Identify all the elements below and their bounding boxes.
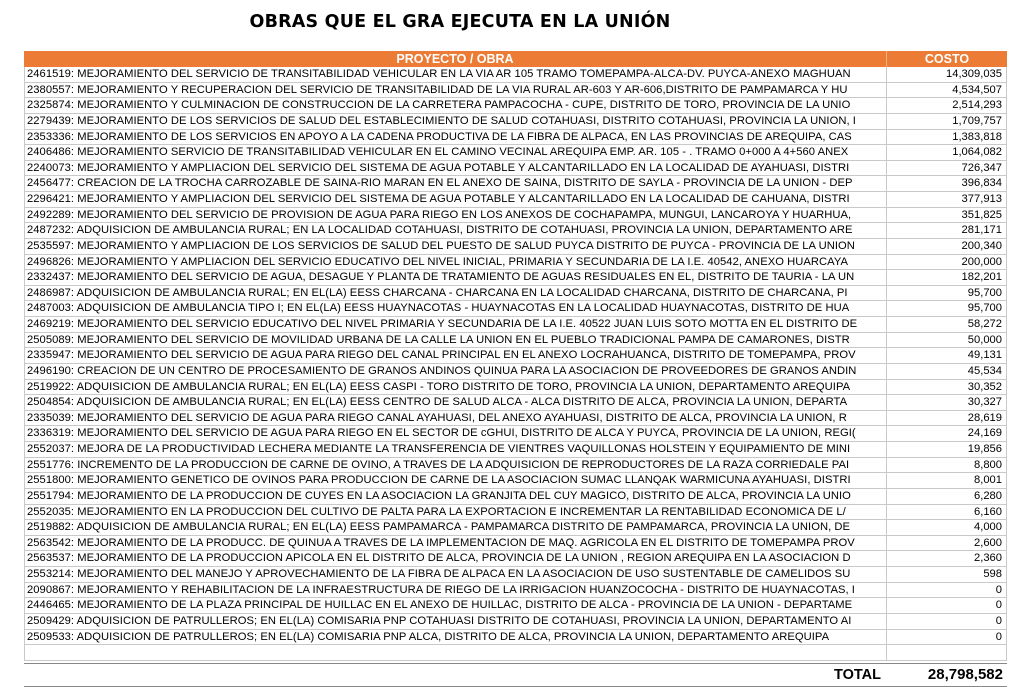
- table-row: [25, 380, 1006, 396]
- project-cell: 2487003: ADQUISICION DE AMBULANCIA TIPO I; EN EL(LA) EESS HUAYNACOTAS - HUAYNACOTAS EN LA LOCALIDAD HUAYNACOTAS, DISTRITO DE HUA: [25, 301, 887, 316]
- page-title: OBRAS QUE EL GRA EJECUTA EN LA UNIÓN: [249, 12, 671, 32]
- cost-cell: 351,825: [961, 208, 1002, 221]
- table-row: [25, 223, 1006, 239]
- project-cell: 2519922: ADQUISICION DE AMBULANCIA RURAL; EN EL(LA) EESS CASPI - TORO DISTRITO DE TORO, PROVINCIA LA UNION, DEPARTAMENTO AREQUIPA: [25, 380, 887, 395]
- project-cell: 2505089: MEJORAMIENTO DEL SERVICIO DE MOVILIDAD URBANA DE LA CALLE LA UNION EN EL PUEBLO TRADICIONAL PAMPA DE CAMARONES, DISTR: [25, 333, 887, 348]
- cost-cell: 28,619: [967, 411, 1002, 424]
- table-row: [25, 286, 1006, 302]
- cost-cell: 2,360: [974, 552, 1002, 565]
- project-cell: 2380557: MEJORAMIENTO Y RECUPERACION DEL SERVICIO DE TRANSITABILIDAD DE LA VIA RURAL AR-603 Y AR-606,DISTRITO DE PAMPAMARCA Y HU: [25, 83, 887, 98]
- cost-cell: 8,800: [974, 458, 1002, 471]
- cost-cell: 1,064,082: [952, 146, 1002, 159]
- project-cell: 2504854: ADQUISICION DE AMBULANCIA RURAL; EN EL(LA) EESS CENTRO DE SALUD ALCA - ALCA DISTRITO DE ALCA, PROVINCIA LA UNION, DEPARTA: [25, 395, 887, 410]
- table-row: [25, 130, 1006, 146]
- table-row: [25, 395, 1006, 411]
- cost-cell: 0: [995, 630, 1002, 643]
- table-row: [25, 614, 1006, 630]
- table-row: [25, 489, 1006, 505]
- project-cell: 2563537: MEJORAMIENTO DE LA PRODUCCION APICOLA EN EL DISTRITO DE ALCA, PROVINCIA DE LA UNION , REGION AREQUIPA EN LA ASOCIACION D: [25, 551, 887, 566]
- cost-cell: 6,280: [974, 489, 1002, 502]
- table-row: [25, 239, 1006, 255]
- project-cell: 2563542: MEJORAMIENTO DE LA PRODUCC. DE QUINUA A TRAVES DE LA IMPLEMENTACION DE MAQ. AGRICOLA EN EL DISTRITO DE TOMEPAMPA PROV: [25, 536, 887, 551]
- project-cell: 2446465: MEJORAMIENTO DE LA PLAZA PRINCIPAL DE HUILLAC EN EL ANEXO DE HUILLAC, DISTRITO DE ALCA - PROVINCIA DE LA UNION - DEPARTAME: [25, 598, 887, 613]
- project-cell: 2487232: ADQUISICION DE AMBULANCIA RURAL; EN LA LOCALIDAD COTAHUASI, DISTRITO DE COTAHUASI, PROVINCIA LA UNION, DEPARTAMENTO ARE: [25, 223, 887, 238]
- project-cell: 2456477: CREACION DE LA TROCHA CARROZABLE DE SAINA-RIO MARAN EN EL ANEXO DE SAINA, DISTRITO DE SAYLA - PROVINCIA DE LA UNION - DEP: [25, 176, 887, 191]
- table-row: [25, 317, 1006, 333]
- table-row: [25, 551, 1006, 567]
- cost-cell: 396,834: [961, 177, 1002, 190]
- table-row: [25, 598, 1006, 614]
- table-row: [25, 536, 1006, 552]
- cost-cell: 0: [995, 583, 1002, 596]
- project-cell: 2090867: MEJORAMIENTO Y REHABILITACION DE LA INFRAESTRUCTURA DE RIEGO DE LA IRRIGACION HUANZOCOCHA - DISTRITO DE HUAYNACOTAS, I: [25, 583, 887, 598]
- cost-cell: 50,000: [967, 333, 1002, 346]
- cost-cell: [887, 645, 1006, 660]
- table-row: [25, 114, 1006, 130]
- project-cell: 2469219: MEJORAMIENTO DEL SERVICIO EDUCATIVO DEL NIVEL PRIMARIA Y SECUNDARIA DE LA I.E. 40522 JUAN LUIS SOTO MOTTA EN EL DISTRITO DE: [25, 317, 887, 332]
- project-cell: 2551776: INCREMENTO DE LA PRODUCCION DE CARNE DE OVINO, A TRAVES DE LA ADQUISICION DE REPRODUCTORES DE LA RAZA CORRIEDALE PAI: [25, 458, 887, 473]
- cost-cell: 58,272: [967, 318, 1002, 330]
- table-body: [24, 67, 1007, 661]
- header-project: PROYECTO / OBRA: [24, 51, 887, 67]
- project-cell: 2486987: ADQUISICION DE AMBULANCIA RURAL; EN EL(LA) EESS CHARCANA - CHARCANA EN LA LOCALIDAD CHARCANA, DISTRITO DE CHARCANA, PI: [25, 286, 887, 301]
- table-row: [25, 364, 1006, 380]
- table-row: [25, 98, 1006, 114]
- project-cell: 2335039: MEJORAMIENTO DEL SERVICIO DE AGUA PARA RIEGO CANAL AYAHUASI, DEL ANEXO AYAHUASI, DISTRITO DE ALCA, PROVINCIA LA UNION, R: [25, 411, 887, 426]
- cost-cell: 6,160: [974, 505, 1002, 518]
- project-cell: 2353336: MEJORAMIENTO DE LOS SERVICIOS EN APOYO A LA CADENA PRODUCTIVA DE LA FIBRA DE ALPACA, EN LAS PROVINCIAS DE AREQUIPA, CAS: [25, 130, 887, 145]
- cost-cell: 2,514,293: [952, 99, 1002, 112]
- cost-cell: 4,000: [974, 521, 1002, 534]
- project-cell: 2296421: MEJORAMIENTO Y AMPLIACION DEL SERVICIO DEL SISTEMA DE AGUA POTABLE Y ALCANTARILLADO EN LA LOCALIDAD DE CAHUANA, DISTRI: [25, 192, 887, 207]
- table-row: [25, 161, 1006, 177]
- table-row: [25, 426, 1006, 442]
- project-cell: 2336319: MEJORAMIENTO DEL SERVICIO DE AGUA PARA RIEGO EN EL SECTOR DE cGHUI, DISTRITO DE ALCA Y PUYCA, PROVINCIA DE LA UNION, REGI(: [25, 426, 887, 441]
- table-row: [25, 67, 1006, 83]
- project-cell: 2406486: MEJORAMIENTO SERVICIO DE TRANSITABILIDAD VEHICULAR EN EL CAMINO VECINAL AREQUIPA EMP. AR. 105 - . TRAMO 0+000 A 4+560 ANEX: [25, 145, 887, 160]
- table-row: [25, 255, 1006, 271]
- project-cell: 2461519: MEJORAMIENTO DEL SERVICIO DE TRANSITABILIDAD VEHICULAR EN LA VIA AR 105 TRAMO TOMEPAMPA-ALCA-DV. PUYCA-ANEXO MAGHUAN: [25, 67, 887, 82]
- cost-cell: 377,913: [961, 193, 1002, 205]
- cost-cell: 95,700: [967, 286, 1002, 299]
- project-cell: 2496190: CREACION DE UN CENTRO DE PROCESAMIENTO DE GRANOS ANDINOS QUINUA PARA LA ASOCIACION DE PROVEEDORES DE GRANOS ANDIN: [25, 364, 887, 379]
- table-row: [25, 645, 1006, 661]
- cost-cell: 281,171: [961, 224, 1002, 237]
- table-row: [25, 567, 1006, 583]
- table-row: [25, 458, 1006, 474]
- cost-cell: 182,201: [961, 271, 1002, 284]
- cost-cell: 1,709,757: [952, 114, 1002, 127]
- total-value: 28,798,582: [927, 665, 1003, 683]
- table-row: [25, 473, 1006, 489]
- project-cell: 2332437: MEJORAMIENTO DEL SERVICIO DE AGUA, DESAGUE Y PLANTA DE TRATAMIENTO DE AGUAS RESIDUALES EN EL, DISTRITO DE TAURIA - LA UN: [25, 270, 887, 285]
- table-row: [25, 505, 1006, 521]
- table-row: [25, 83, 1006, 99]
- project-cell: 2519882: ADQUISICION DE AMBULANCIA RURAL; EN EL(LA) EESS PAMPAMARCA - PAMPAMARCA DISTRITO DE PAMPAMARCA, PROVINCIA LA UNION, DE: [25, 520, 887, 535]
- table-row: [25, 192, 1006, 208]
- table-row: [25, 348, 1006, 364]
- table-row: [25, 270, 1006, 286]
- cost-cell: 30,352: [967, 380, 1002, 393]
- project-cell: 2509533: ADQUISICION DE PATRULLEROS; EN EL(LA) COMISARIA PNP ALCA, DISTRITO DE ALCA, PROVINCIA LA UNION, DEPARTAMENTO AREQUIPA: [25, 630, 887, 645]
- table-row: [25, 411, 1006, 427]
- project-cell: 2492289: MEJORAMIENTO DEL SERVICIO DE PROVISION DE AGUA PARA RIEGO EN LOS ANEXOS DE COCHAPAMPA, MUNGUI, LANCAROYA Y HUARHUA,: [25, 208, 887, 223]
- cost-cell: 726,347: [961, 161, 1002, 174]
- cost-cell: 4,534,507: [952, 83, 1002, 96]
- total-row: [24, 663, 1007, 687]
- project-cell: 2553214: MEJORAMIENTO DEL MANEJO Y APROVECHAMIENTO DE LA FIBRA DE ALPACA EN LA ASOCIACION DE USO SUSTENTABLE DE CAMELIDOS SU: [25, 567, 887, 582]
- cost-cell: 2,600: [974, 536, 1002, 549]
- table-header: [24, 51, 1007, 67]
- cost-cell: 200,000: [961, 255, 1002, 268]
- project-cell: 2496826: MEJORAMIENTO Y AMPLIACION DEL SERVICIO EDUCATIVO DEL NIVEL INICIAL, PRIMARIA Y SECUNDARIA DE LA I.E. 40542, ANEXO HUARCAYA: [25, 255, 887, 270]
- cost-cell: 19,856: [967, 443, 1002, 455]
- project-cell: 2552037: MEJORA DE LA PRODUCTIVIDAD LECHERA MEDIANTE LA TRANSFERENCIA DE VIENTRES VAQUILLONAS HOLSTEIN Y EQUIPAMIENTO DE MINI: [25, 442, 887, 457]
- table-row: [25, 442, 1006, 458]
- project-cell: 2552035: MEJORAMIENTO EN LA PRODUCCION DEL CULTIVO DE PALTA PARA LA EXPORTACION E INCREMENTAR LA RENTABILIDAD ECONOMICA DE L/: [25, 505, 887, 520]
- table-row: [25, 208, 1006, 224]
- cost-cell: 30,327: [967, 396, 1002, 409]
- table-row: [25, 520, 1006, 536]
- cost-cell: 598: [983, 568, 1002, 580]
- header-cost: COSTO: [924, 52, 970, 66]
- cost-cell: 95,700: [967, 302, 1002, 315]
- project-cell: 2551794: MEJORAMIENTO DE LA PRODUCCION DE CUYES EN LA ASOCIACION LA GRANJITA DEL CUY MAGICO, DISTRITO DE ALCA, PROVINCIA LA UNIO: [25, 489, 887, 504]
- total-label: TOTAL: [834, 666, 881, 683]
- project-cell: 2240073: MEJORAMIENTO Y AMPLIACION DEL SERVICIO DEL SISTEMA DE AGUA POTABLE Y ALCANTARILLADO EN LA LOCALIDAD DE AYAHUASI, DISTRI: [25, 161, 887, 176]
- cost-cell: 1,383,818: [952, 130, 1002, 143]
- table-row: [25, 176, 1006, 192]
- project-cell: 2325874: MEJORAMIENTO Y CULMINACION DE CONSTRUCCION DE LA CARRETERA PAMPACOCHA - CUPE, DISTRITO DE TORO, PROVINCIA DE LA UNIO: [25, 98, 887, 113]
- cost-cell: 0: [995, 614, 1002, 627]
- table-row: [25, 301, 1006, 317]
- project-cell: 2551800: MEJORAMIENTO GENETICO DE OVINOS PARA PRODUCCION DE CARNE DE LA ASOCIACION SUMAC LLANQAK WARMICUNA AYAHUASI, DISTRI: [25, 473, 887, 488]
- projects-table: [24, 51, 1007, 687]
- cost-cell: 8,001: [974, 474, 1002, 487]
- table-row: [25, 630, 1006, 646]
- cost-cell: 24,169: [967, 427, 1002, 440]
- project-cell: 2279439: MEJORAMIENTO DE LOS SERVICIOS DE SALUD DEL ESTABLECIMIENTO DE SALUD COTAHUASI, DISTRITO COTAHUASI, PROVINCIA LA UNION, I: [25, 114, 887, 129]
- project-cell: 2335947: MEJORAMIENTO DEL SERVICIO DE AGUA PARA RIEGO DEL CANAL PRINCIPAL EN EL ANEXO LOCRAHUANCA, DISTRITO DE TOMEPAMPA, PROV: [25, 348, 887, 363]
- cost-cell: 45,534: [967, 364, 1002, 377]
- cost-cell: 200,340: [961, 239, 1002, 252]
- project-cell: 2535597: MEJORAMIENTO Y AMPLIACION DE LOS SERVICIOS DE SALUD DEL PUESTO DE SALUD PUYCA DISTRITO DE PUYCA - PROVINCIA DE LA UNION: [25, 239, 887, 254]
- cost-cell: 49,131: [967, 349, 1002, 362]
- cost-cell: 14,309,035: [946, 68, 1002, 80]
- table-row: [25, 145, 1006, 161]
- cost-cell: 0: [995, 599, 1002, 612]
- table-row: [25, 583, 1006, 599]
- table-row: [25, 333, 1006, 349]
- project-cell: 2509429: ADQUISICION DE PATRULLEROS; EN EL(LA) COMISARIA PNP COTAHUASI DISTRITO DE COTAHUASI, PROVINCIA LA UNION, DEPARTAMENTO AI: [25, 614, 887, 629]
- project-cell: [25, 645, 887, 660]
